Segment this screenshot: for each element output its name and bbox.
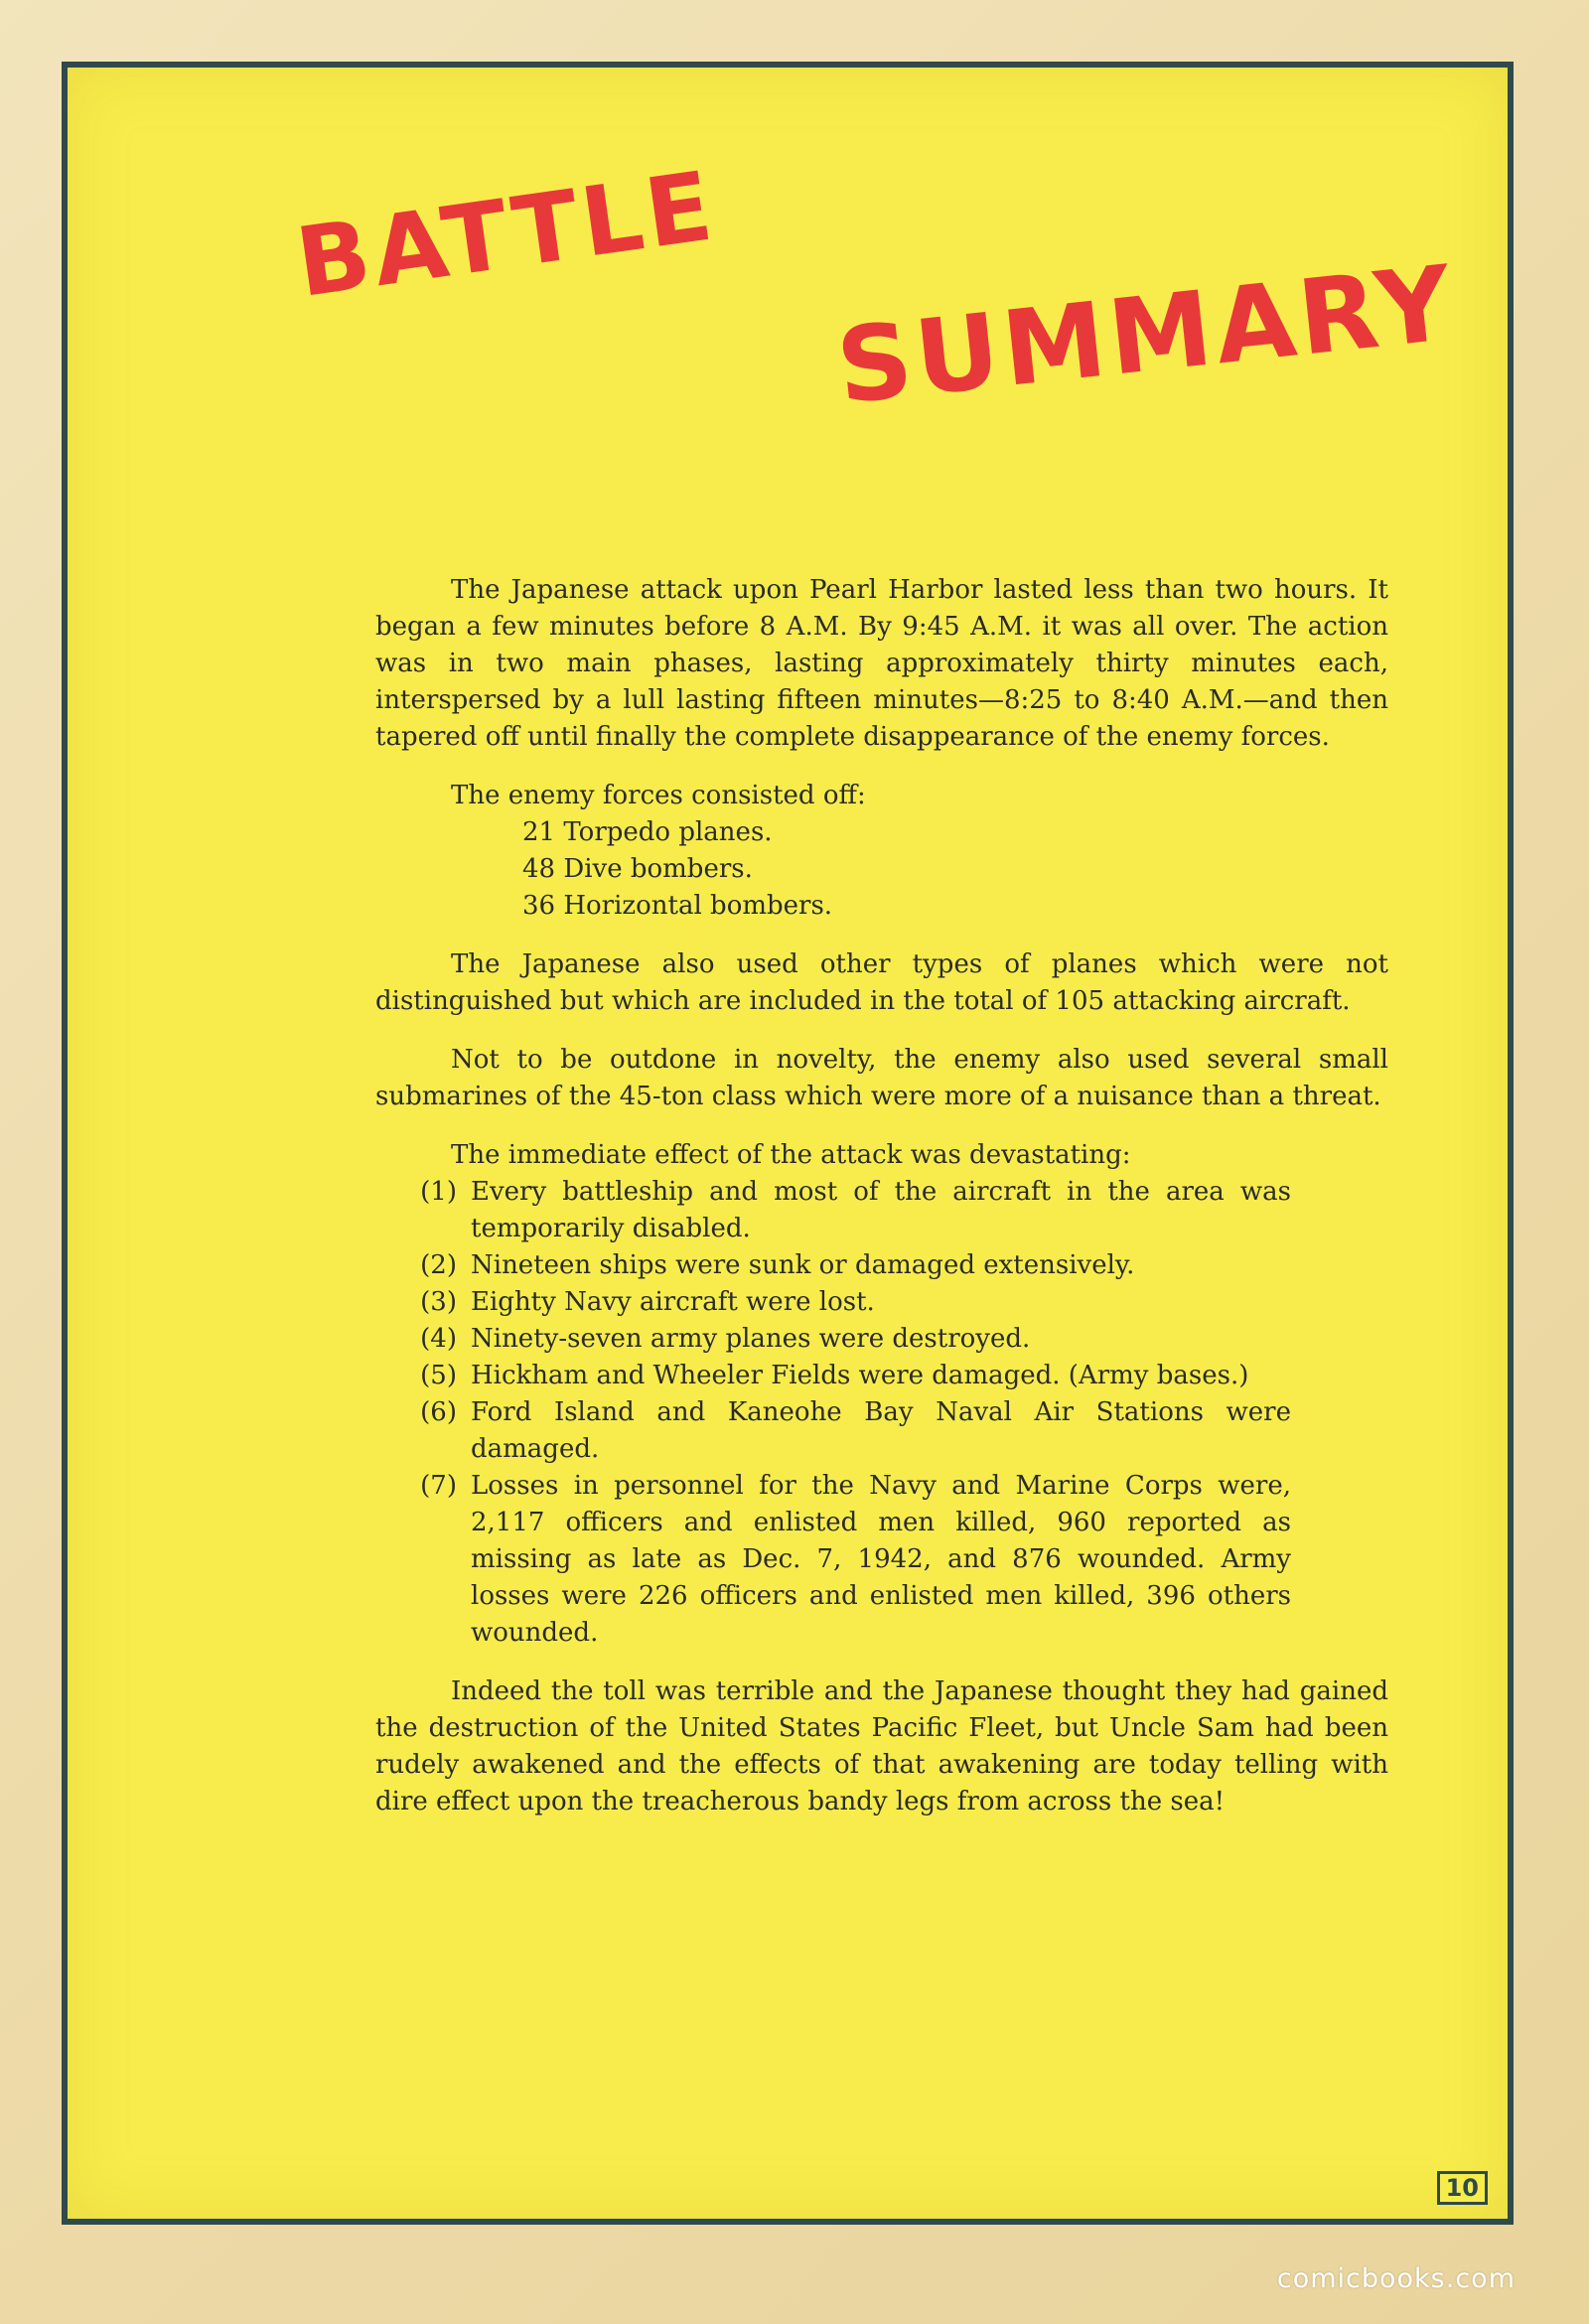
paragraph-submarines: Not to be outdone in novelty, the enemy also used several small submarines of the 45-ton class which were more of a nuisance than a threat. bbox=[375, 1045, 1388, 1111]
effect-text: Nineteen ships were sunk or damaged extensively. bbox=[471, 1250, 1135, 1280]
effect-number: (5) bbox=[420, 1361, 457, 1390]
effect-number: (1) bbox=[420, 1177, 457, 1207]
effects-list bbox=[375, 1174, 1388, 1652]
article-body bbox=[375, 572, 1388, 1820]
title-battle: BATTLE bbox=[289, 150, 723, 319]
list-item bbox=[375, 1468, 1388, 1652]
effect-text: Eighty Navy aircraft were lost. bbox=[471, 1287, 875, 1317]
page-number: 10 bbox=[1437, 2171, 1488, 2205]
content-panel bbox=[62, 62, 1514, 2225]
effects-intro: The immediate effect of the attack was devastating: bbox=[451, 1140, 1131, 1170]
effect-number: (3) bbox=[420, 1287, 457, 1317]
list-item bbox=[375, 1394, 1388, 1468]
effect-text: Ford Island and Kaneohe Bay Naval Air Stations were damaged. bbox=[471, 1397, 1291, 1464]
list-item bbox=[375, 1247, 1388, 1284]
effect-number: (2) bbox=[420, 1250, 457, 1280]
paragraph-intro: The Japanese attack upon Pearl Harbor lasted less than two hours. It began a few minutes before 8 A.M. By 9:45 A.M. it was all over. The action was in two main phases, lasting approximately thirty minutes each, interspersed by a lull lasting fifteen minutes—8:25 to 8:40 A.M.—and then tapered off until finally the complete disappearance of the enemy forces. bbox=[375, 575, 1388, 752]
list-item bbox=[375, 1358, 1388, 1394]
paragraph-conclusion: Indeed the toll was terrible and the Japanese thought they had gained the destruction of the United States Pacific Fleet, but Uncle Sam had been rudely awakened and the effects of that awakening are today telling with dire effect upon the treacherous bandy legs from across the sea! bbox=[375, 1676, 1388, 1816]
effect-number: (6) bbox=[420, 1397, 457, 1427]
watermark: comicbooks.com bbox=[1276, 2263, 1516, 2294]
effect-text: Hickham and Wheeler Fields were damaged. (Army bases.) bbox=[471, 1361, 1249, 1390]
list-item: 36 Horizontal bombers. bbox=[522, 891, 833, 921]
forces-intro: The enemy forces consisted off: bbox=[451, 781, 866, 810]
list-item: 21 Torpedo planes. bbox=[522, 817, 773, 847]
effect-text: Every battleship and most of the aircraft in the area was temporarily disabled. bbox=[471, 1177, 1291, 1243]
list-item: 48 Dive bombers. bbox=[522, 854, 753, 884]
title-summary: SUMMARY bbox=[831, 241, 1461, 428]
forces-list bbox=[375, 814, 1388, 925]
paragraph-other-planes: The Japanese also used other types of planes which were not distinguished but which are included in the total of 105 attacking aircraft. bbox=[375, 949, 1388, 1016]
effect-number: (7) bbox=[420, 1471, 457, 1501]
effect-text: Losses in personnel for the Navy and Marine Corps were, 2,117 officers and enlisted men killed, 960 reported as missing as late as Dec. 7, 1942, and 876 wounded. Army losses were 226 officers and enlisted men killed, 396 others wounded. bbox=[471, 1471, 1291, 1648]
list-item bbox=[375, 1321, 1388, 1358]
effect-number: (4) bbox=[420, 1324, 457, 1354]
list-item bbox=[375, 1174, 1388, 1247]
list-item bbox=[375, 1284, 1388, 1321]
effect-text: Ninety-seven army planes were destroyed. bbox=[471, 1324, 1031, 1354]
